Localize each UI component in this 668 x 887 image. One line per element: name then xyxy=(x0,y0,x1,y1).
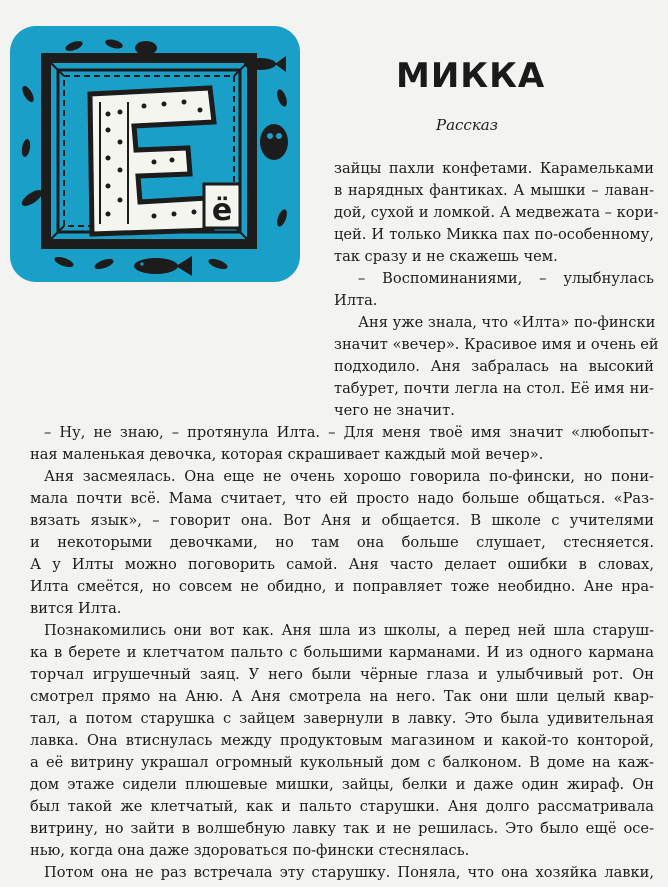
text-line: Познакомились они вот как. Аня шла из школы, а перед ней шла старуш- xyxy=(44,622,654,639)
text-line: так сразу и не скажешь чем. xyxy=(334,248,558,265)
text-line: – Ну, не знаю, – протянула Илта. – Для меня твоё имя значит «любопыт- xyxy=(44,424,654,441)
text-line: табурет, почти легла на стол. Её имя ни- xyxy=(334,380,654,397)
story-subtitle: Рассказ xyxy=(436,116,498,134)
text-line: лавка. Она втиснулась между продуктовым магазином и какой-то конторой, xyxy=(30,732,654,749)
text-line: тал, а потом старушка с зайцем завернули в лавку. Это была удивительная xyxy=(30,710,654,727)
text-line: нью, когда она даже здороваться по-фински стеснялась. xyxy=(30,842,470,859)
text-line: а её витрину украшал огромный кукольный дом с балконом. В доме на каж- xyxy=(30,754,654,771)
story-title: МИККА xyxy=(396,56,546,96)
ornate-letter-e-icon xyxy=(4,18,304,286)
svg-text:ё: ё xyxy=(211,193,233,228)
text-line: смотрел прямо на Аню. А Аня смотрела на него. Так они шли целый квар- xyxy=(30,688,654,705)
bird-icon xyxy=(260,124,288,160)
text-line: Аня засмеялась. Она еще не очень хорошо говорила по-фински, но пони- xyxy=(44,468,654,485)
text-line: вится Илта. xyxy=(30,600,122,617)
text-line: дом этаже сидели плюшевые мишки, зайцы, белки и даже один жираф. Он xyxy=(30,776,654,793)
text-line: Аня уже знала, что «Илта» по-фински xyxy=(358,314,656,331)
text-line: витрину, но зайти в волшебную лавку так и не решилась. Это было ещё осе- xyxy=(30,820,654,837)
text-line: мала почти всё. Мама считает, что ей просто надо больше общаться. «Раз- xyxy=(30,490,654,507)
text-line: ная маленькая девочка, которая скрашивает каждый мой вечер». xyxy=(30,446,544,463)
text-line: дой, сухой и ломкой. А медвежата – кори- xyxy=(334,204,659,221)
text-line: ка в берете и клетчатом пальто с большими карманами. И из одного кармана xyxy=(30,644,654,661)
text-line: – Воспоминаниями, – улыбнулась xyxy=(358,270,654,287)
text-line: торчал игрушечный заяц. У него были чёрные глаза и улыбчивый рот. Он xyxy=(30,666,654,683)
text-line: цей. И только Микка пах по-особенному, xyxy=(334,226,654,243)
text-line: чего не значит. xyxy=(334,402,455,419)
text-line: подходило. Аня забралась на высокий xyxy=(334,358,654,375)
text-line: Илта смеётся, но совсем не обидно, и поправляет тоже необидно. Ане нра- xyxy=(30,578,654,595)
text-line: А у Илты можно поговорить самой. Аня часто делает ошибки в словах, xyxy=(30,556,654,573)
text-line: зайцы пахли конфетами. Карамельками xyxy=(334,160,654,177)
text-line: и некоторыми девочками, но там она больше слушает, стесняется. xyxy=(30,534,654,551)
text-line: вязать язык», – говорит она. Вот Аня и общается. В школе с учителями xyxy=(30,512,654,529)
text-line: Потом она не раз встречала эту старушку. Поняла, что она хозяйка лавки, xyxy=(44,864,654,881)
text-line: был такой же клетчатый, как и пальто старушки. Аня долго рассматривала xyxy=(30,798,654,815)
text-line: значит «вечер». Красивое имя и очень ей xyxy=(334,336,659,353)
text-line: в нарядных фантиках. А мышки – лаван- xyxy=(334,182,654,199)
text-line: Илта. xyxy=(334,292,378,309)
